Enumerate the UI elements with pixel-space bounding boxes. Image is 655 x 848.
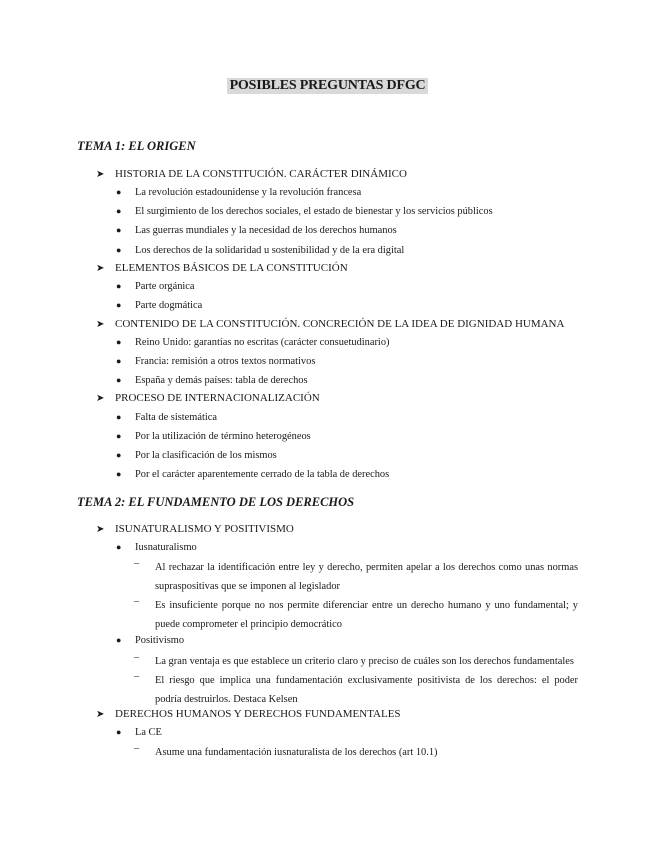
- bullet-icon: ●: [116, 635, 122, 645]
- list-item: ● Por la clasificación de los mismos: [116, 450, 277, 461]
- list-item: ● Falta de sistemática: [116, 412, 217, 423]
- arrow-bullet-icon: ➤: [96, 393, 105, 404]
- sub-list-item: – El riesgo que implica una fundamentación exclusivamente positivista de los derechos: el poder podría destruirlos. Destaca Kelsen: [134, 671, 578, 705]
- topic-item: ➤ HISTORIA DE LA CONSTITUCIÓN. CARÁCTER DINÁMICO: [96, 168, 407, 180]
- sub-list-item: – Al rechazar la identificación entre ley y derecho, permiten apelar a los derechos como unas normas supraspositivas que se imponen al legislador: [134, 558, 578, 592]
- bullet-icon: ●: [116, 225, 122, 235]
- arrow-bullet-icon: ➤: [96, 263, 105, 274]
- list-item: ● Parte dogmática: [116, 300, 203, 311]
- dash-bullet-icon: –: [134, 652, 140, 663]
- topic-item: ➤ DERECHOS HUMANOS Y DERECHOS FUNDAMENTALES: [96, 708, 401, 720]
- bullet-icon: ●: [116, 469, 122, 479]
- section-heading: TEMA 2: EL FUNDAMENTO DE LOS DERECHOS: [77, 495, 355, 509]
- topic-item: ➤ PROCESO DE INTERNACIONALIZACIÓN: [96, 392, 320, 404]
- list-item: ● Reino Unido: garantías no escritas (carácter consuetudinario): [116, 337, 390, 348]
- list-item: ● La revolución estadounidense y la revolución francesa: [116, 187, 362, 198]
- bullet-icon: ●: [116, 450, 122, 460]
- bullet-icon: ●: [116, 356, 122, 366]
- sub-list-item: – La gran ventaja es que establece un criterio claro y preciso de cuáles son los derechos fundamentales: [134, 652, 574, 667]
- bullet-icon: ●: [116, 727, 122, 737]
- topic-item: ➤ CONTENIDO DE LA CONSTITUCIÓN. CONCRECIÓN DE LA IDEA DE DIGNIDAD HUMANA: [96, 318, 565, 330]
- list-item: ● Iusnaturalismo: [116, 542, 197, 553]
- list-item: ● España y demás países: tabla de derechos: [116, 375, 308, 386]
- list-item: ● Por la utilización de término heterogéneos: [116, 431, 311, 442]
- dash-bullet-icon: –: [134, 558, 140, 569]
- sub-list-item: – Asume una fundamentación iusnaturalista de los derechos (art 10.1): [134, 743, 438, 758]
- topic-item: ➤ ISUNATURALISMO Y POSITIVISMO: [96, 523, 294, 535]
- section-heading: TEMA 1: EL ORIGEN: [77, 139, 196, 153]
- bullet-icon: ●: [116, 412, 122, 422]
- list-item: ● Positivismo: [116, 635, 185, 646]
- list-item: ● Los derechos de la solidaridad u sostenibilidad y de la era digital: [116, 245, 405, 256]
- bullet-icon: ●: [116, 337, 122, 347]
- arrow-bullet-icon: ➤: [96, 709, 105, 720]
- list-item: ● La CE: [116, 727, 162, 738]
- dash-bullet-icon: –: [134, 671, 140, 682]
- list-item: ● Las guerras mundiales y la necesidad de los derechos humanos: [116, 225, 397, 236]
- list-item: ● Por el carácter aparentemente cerrado de la tabla de derechos: [116, 469, 390, 480]
- bullet-icon: ●: [116, 542, 122, 552]
- document-title: [0, 76, 655, 94]
- list-item: ● El surgimiento de los derechos sociales, el estado de bienestar y los servicios públicos: [116, 206, 493, 217]
- bullet-icon: ●: [116, 206, 122, 216]
- arrow-bullet-icon: ➤: [96, 319, 105, 330]
- bullet-icon: ●: [116, 245, 122, 255]
- bullet-icon: ●: [116, 375, 122, 385]
- bullet-icon: ●: [116, 281, 122, 291]
- dash-bullet-icon: –: [134, 596, 140, 607]
- list-item: ● Parte orgánica: [116, 281, 195, 292]
- arrow-bullet-icon: ➤: [96, 524, 105, 535]
- bullet-icon: ●: [116, 431, 122, 441]
- document-title-text: POSIBLES PREGUNTAS DFGC: [227, 78, 429, 94]
- list-item: ● Francia: remisión a otros textos normativos: [116, 356, 316, 367]
- bullet-icon: ●: [116, 300, 122, 310]
- dash-bullet-icon: –: [134, 743, 140, 754]
- bullet-icon: ●: [116, 187, 122, 197]
- topic-item: ➤ ELEMENTOS BÁSICOS DE LA CONSTITUCIÓN: [96, 262, 348, 274]
- arrow-bullet-icon: ➤: [96, 169, 105, 180]
- sub-list-item: – Es insuficiente porque no nos permite diferenciar entre un derecho humano y uno fundamental; y puede comprometer el principio democrático: [134, 596, 578, 630]
